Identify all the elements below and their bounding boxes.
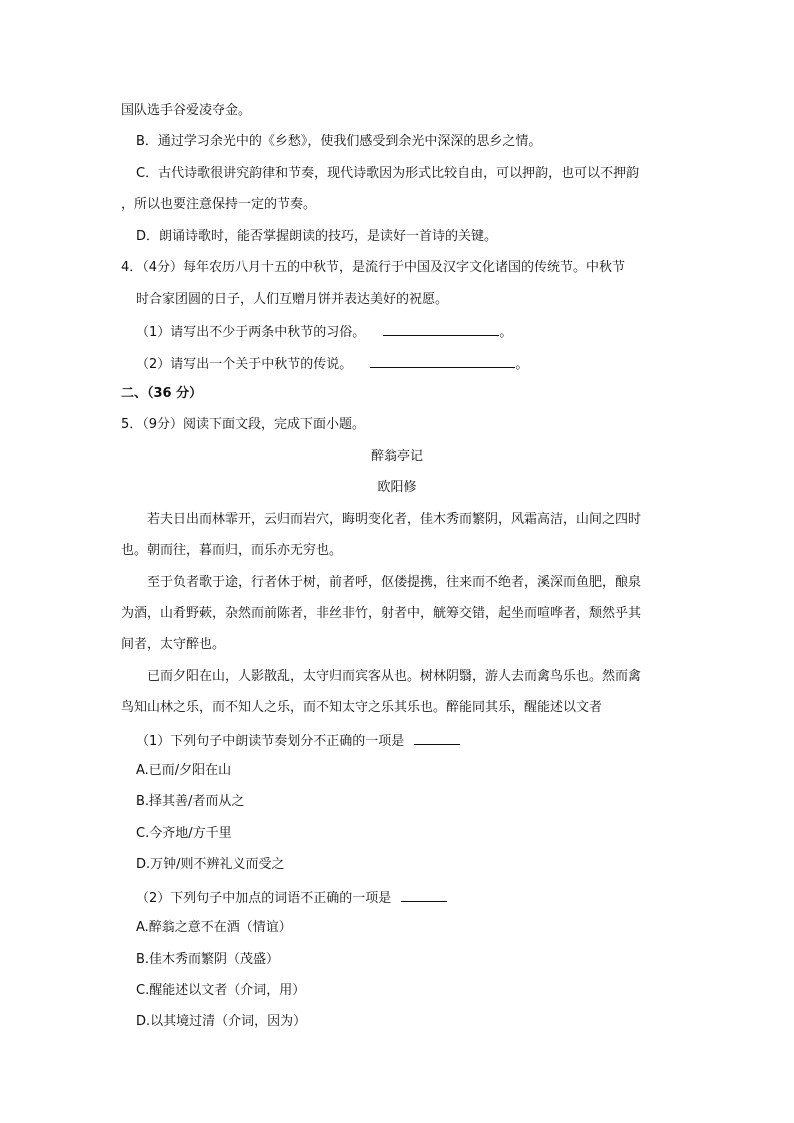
q4-sub1-text: （1）请写出不少于两条中秋节的习俗。 bbox=[136, 325, 366, 340]
section-two-heading: 二、（36 分） bbox=[121, 386, 203, 401]
q5-sub1-stem-text: （1）下列句子中朗读节奏划分不正确的一项是 bbox=[136, 734, 405, 749]
q4-stem-line2: 时合家团圆的日子，人们互赠月饼并表达美好的祝愿。 bbox=[136, 292, 449, 307]
passage-p1-line2: 也。朝而往，暮而归，而乐亦无穷也。 bbox=[121, 543, 343, 558]
passage-author: 欧阳修 bbox=[377, 480, 417, 495]
q3-option-d: D．朗诵诗歌时，能否掌握朗读的技巧，是读好一首诗的关键。 bbox=[136, 229, 498, 244]
q5-sub1-stem bbox=[136, 731, 460, 751]
q3-option-c-line2: ，所以也要注意保持一定的节奏。 bbox=[121, 197, 317, 212]
passage-p3-line2: 鸟知山林之乐，而不知人之乐，而不知太守之乐其乐也。醉能同其乐，醒能述以文者 bbox=[121, 700, 603, 715]
q5-sub1-option-b: B.择其善/者而从之 bbox=[136, 794, 245, 809]
q3-option-c-line1: C．古代诗歌很讲究韵律和节奏，现代诗歌因为形式比较自由，可以押韵，也可以不押韵 bbox=[136, 166, 640, 181]
q3-continuation: 国队选手谷爱凌夺金。 bbox=[121, 103, 252, 118]
q5-sub1-option-c: C.今齐地/方千里 bbox=[136, 826, 232, 841]
q5-sub1-option-d: D.万钟/则不辨礼义而受之 bbox=[136, 857, 285, 872]
q5-sub2-answer-blank[interactable] bbox=[401, 888, 447, 902]
q4-sub2-text: （2）请写出一个关于中秋节的传说。 bbox=[136, 357, 353, 372]
q5-sub2-option-d: D.以其境过清（介词，因为） bbox=[136, 1014, 307, 1029]
passage-title: 醉翁亭记 bbox=[370, 449, 423, 464]
q4-sub1-answer-blank[interactable] bbox=[383, 322, 499, 336]
q4-sub2-answer-blank[interactable] bbox=[370, 354, 515, 368]
q5-sub2-option-c: C.醒能述以文者（介词，用） bbox=[136, 983, 306, 998]
q4-stem-line1: 4．（4分）每年农历八月十五的中秋节，是流行于中国及汉字文化诸国的传统节。中秋节 bbox=[121, 260, 626, 275]
q4-sub2-period: 。 bbox=[515, 357, 529, 372]
passage-p3-line1: 已而夕阳在山，人影散乱，太守归而宾客从也。树林阴翳，游人去而禽鸟乐也。然而禽 bbox=[147, 669, 642, 684]
q5-sub1-answer-blank[interactable] bbox=[414, 731, 460, 745]
passage-p2-line2: 为酒，山肴野蔌，杂然而前陈者，非丝非竹，射者中，觥筹交错，起坐而喧哗者，颓然乎其 bbox=[121, 606, 642, 621]
q4-sub1 bbox=[136, 322, 512, 342]
q4-sub2 bbox=[136, 354, 528, 374]
passage-p1-line1: 若夫日出而林霏开，云归而岩穴，晦明变化者，佳木秀而繁阴，风霜高洁，山间之四时 bbox=[147, 512, 642, 527]
q5-stem: 5．（9分）阅读下面文段，完成下面小题。 bbox=[121, 417, 366, 432]
q5-sub2-option-b: B.佳木秀而繁阴（茂盛） bbox=[136, 952, 280, 967]
passage-p2-line1: 至于负者歌于途，行者休于树，前者呼，伛偻提携，往来而不绝者，溪深而鱼肥，酿泉 bbox=[147, 575, 642, 590]
q3-option-b: B．通过学习余光中的《乡愁》，使我们感受到余光中深深的思乡之情。 bbox=[136, 134, 542, 149]
q5-sub1-option-a: A.已而/夕阳在山 bbox=[136, 763, 232, 778]
passage-p2-line3: 间者，太守醉也。 bbox=[121, 637, 226, 652]
q5-sub2-stem bbox=[136, 888, 447, 908]
q5-sub2-option-a: A.醉翁之意不在酒（情谊） bbox=[136, 920, 292, 935]
q4-sub1-period: 。 bbox=[499, 325, 513, 340]
q5-sub2-stem-text: （2）下列句子中加点的词语不正确的一项是 bbox=[136, 891, 392, 906]
